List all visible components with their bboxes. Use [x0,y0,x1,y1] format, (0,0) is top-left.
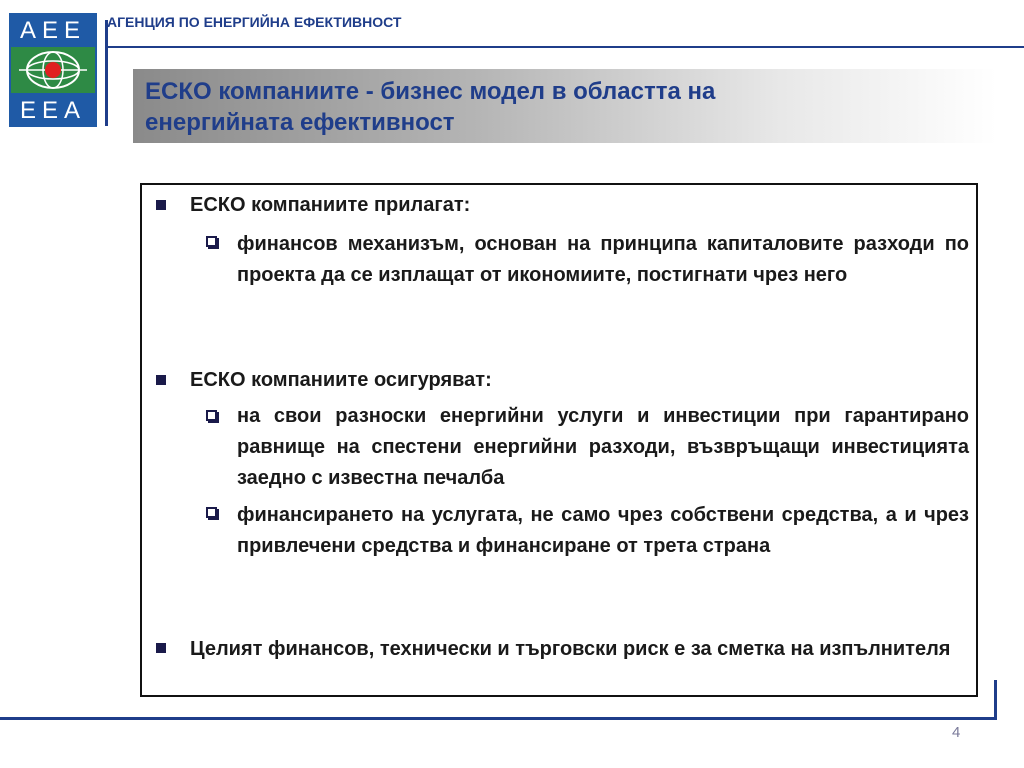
header-rule [107,46,1024,48]
sub-bullet-1-1: финансов механизъм, основан на принципа капиталовите разходи по проекта да се изплащат от икономиите, постигнати чрез него [237,233,969,286]
logo-divider [105,20,108,126]
content-box [140,183,978,697]
sub-bullet-2-1: на свои разноски енергийни услуги и инвестиции при гарантирано равнище на спестени енергийни разходи, възвръщащи инвестицията заедно с известна печалба [237,405,969,489]
logo-bottom-text: EEA [19,97,87,124]
bullet-square-icon [156,375,166,385]
checkbox-bullet-icon [206,236,217,247]
checkbox-bullet-icon [206,410,217,421]
page-number: 4 [952,724,961,741]
sub-bullet-2-2: финансирането на услугата, не само чрез собствени средства, а и чрез привлечени средства и финансиране от трета страна [237,504,969,557]
logo-globe-icon [11,47,95,93]
footer-rule [0,717,997,720]
bullet-square-icon [156,643,166,653]
logo-top-text: AEE [19,17,87,44]
bullet-2: ЕСКО компаниите осигуряват: [190,369,492,391]
checkbox-bullet-icon [206,507,217,518]
bullet-1: ЕСКО компаниите прилагат: [190,194,471,216]
footer-corner-rule [994,680,997,720]
slide-title [145,76,845,138]
bullet-square-icon [156,200,166,210]
bullet-3: Целият финансов, технически и търговски риск е за сметка на изпълнителя [190,638,951,660]
slide-title-line2: енергийната ефективност [145,109,455,136]
agency-logo [9,13,97,127]
slide-title-line1: ЕСКО компаниите - бизнес модел в областта на [145,78,716,105]
title-banner [133,69,997,143]
agency-name: АГЕНЦИЯ ПО ЕНЕРГИЙНА ЕФЕКТИВНОСТ [107,14,402,30]
